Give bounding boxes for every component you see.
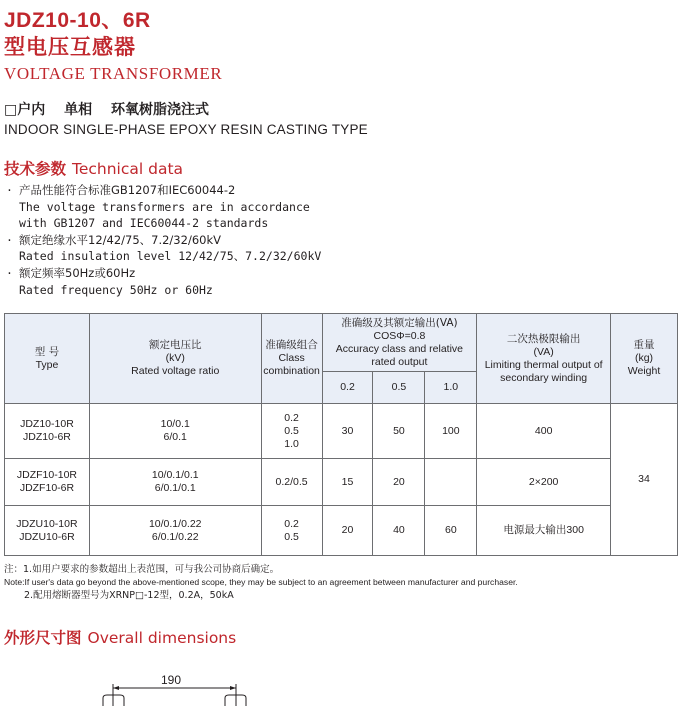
- table-notes: [4, 563, 518, 602]
- header-acc-1-0: 1.0: [425, 372, 477, 404]
- header-acc-0-5: 0.5: [373, 372, 425, 404]
- dimensions-heading-cn: 外形尺寸图: [4, 629, 82, 647]
- technical-heading-en: Technical data: [72, 160, 184, 178]
- bullet-standard: · 产品性能符合标准GB1207和IEC60044-2: [6, 183, 236, 197]
- technical-heading-cn: 技术参数: [4, 160, 67, 178]
- table-row: JDZ10-10R JDZ10-6R 10/0.1 6/0.1 0.2 0.5 1.0 30 50 100 400 34: [5, 404, 678, 459]
- note-line-fuse: 2.配用熔断器型号为XRNP□-12型，0.2A，50kA: [24, 590, 234, 601]
- header-limit: 二次热极限输出 (VA) Limiting thermal output of secondary winding: [477, 314, 611, 404]
- header-class: 准确级组合 Class combination: [261, 314, 322, 404]
- bullet-insulation: · 额定绝缘水平12/42/75、7.2/32/60kV: [6, 232, 221, 247]
- dim-label-190: 190: [160, 673, 182, 687]
- dimensions-heading-en: Overall dimensions: [87, 629, 237, 647]
- subtitle-epoxy: 环氧树脂浇注式: [110, 102, 209, 118]
- product-title-cn: 型电压互感器: [4, 35, 136, 59]
- header-acc-0-2: 0.2: [322, 372, 373, 404]
- note-line-cn: 注：1.如用户要求的参数超出上表范围，可与我公司协商后确定。: [4, 564, 280, 575]
- weight-value: 34: [611, 404, 678, 556]
- table-row: JDZF10-10R JDZF10-6R 10/0.1/0.1 6/0.1/0.1 0.2/0.5 15 20 2×200: [5, 459, 678, 506]
- dim-arrow-left: [113, 686, 119, 690]
- header-type: 型 号 Type: [5, 314, 90, 404]
- dim-arrow-right: [230, 686, 236, 690]
- note-line-en: Note:If user's data go beyond the above-mentioned scope, they may be subject to an agreement between manufacturer and purchaser.: [4, 577, 518, 587]
- subtitle-indoor: □户内: [4, 102, 46, 118]
- product-title-en: VOLTAGE TRANSFORMER: [4, 64, 223, 83]
- product-model-title: JDZ10-10、6R: [4, 9, 151, 32]
- subtitle-cn: [4, 99, 223, 119]
- subtitle-en: INDOOR SINGLE-PHASE EPOXY RESIN CASTING TYPE: [4, 122, 368, 137]
- technical-bullets: · 产品性能符合标准GB1207和IEC60044-2 The voltage transformers are in accordance with GB1207 and IEC60044-2 standards · 额定绝缘水平12/42/75、7.2/32/60kV Rated insulation level 12/42/75、7.2/32/60kV · 额定频率50Hz或60Hz Rated frequency 50Hz or 60Hz: [6, 183, 322, 297]
- header-accuracy: 准确级及其额定输出(VA) COSΦ=0.8 Accuracy class and relative rated output: [322, 314, 477, 372]
- technical-data-table: [4, 313, 678, 556]
- technical-data-heading: [4, 157, 183, 179]
- header-weight: 重量 (kg) Weight: [611, 314, 678, 404]
- dimension-drawing: [0, 660, 680, 706]
- subtitle-single-phase: 单相: [64, 102, 93, 118]
- bullet-frequency: · 额定频率50Hz或60Hz: [6, 265, 136, 280]
- table-row: JDZU10-10R JDZU10-6R 10/0.1/0.22 6/0.1/0.22 0.2 0.5 20 40 60 电源最大输出300: [5, 506, 678, 556]
- header-ratio: 额定电压比 (kV) Rated voltage ratio: [89, 314, 261, 404]
- dimensions-heading: [4, 626, 236, 648]
